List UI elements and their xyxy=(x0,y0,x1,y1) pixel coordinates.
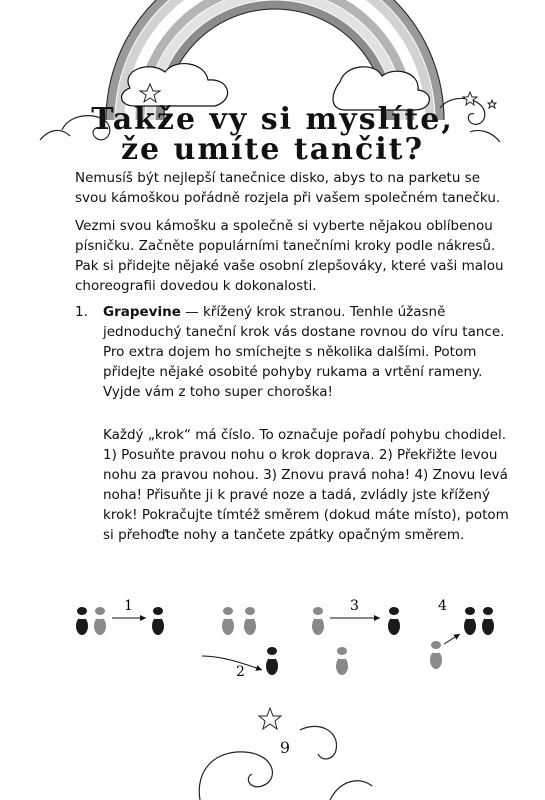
footprint-pair-start xyxy=(76,607,106,635)
page-title-line-2: že umíte tančit? xyxy=(120,132,425,167)
step-label: 3 xyxy=(350,598,359,614)
step-label: 1 xyxy=(124,598,133,614)
step-label: 2 xyxy=(236,664,245,680)
footsteps-diagram xyxy=(0,590,545,690)
intro-paragraph-1: Nemusíš být nejlepší tanečnice disko, abys to na parketu se svou kámoškou pořádně rozjela při vašem společném tanečku. xyxy=(75,170,501,206)
star-icon xyxy=(259,708,281,729)
list-item-instructions: Každý „krok“ má číslo. To označuje pořadí pohybu chodidel. 1) Posuňte pravou nohu o krok doprava. 2) Překřižte levou nohu za pravou nohou. 3) Znovu pravá noha! 4) Znovu levá noha! Přisuňte ji k pravé noze a tadá, zvládly jste křížený krok! Pokračujte tímtéž směrem (dokud máte místo), potom si přehoďte nohy a tančete zpátky opačným směrem. xyxy=(103,427,509,543)
intro-paragraph-2: Vezmi svou kámošku a společně si vyberte nějakou oblíbenou písničku. Začněte populárními tanečními kroky podle nákresů. Pak si přidejte nějaké vaše osobní zlepšováky, které vaši malou choreografii dovedou k dokonalosti. xyxy=(75,218,504,294)
footprint-pair-4 xyxy=(430,607,494,669)
footprint-pair-2 xyxy=(222,607,256,635)
page-number: 9 xyxy=(279,738,291,757)
footprint-step-3 xyxy=(388,607,400,635)
list-item-term: Grapevine xyxy=(103,304,181,320)
footprint-step-4 xyxy=(464,607,476,635)
list-item-dash: — xyxy=(180,304,203,320)
page-title-line-1: Takže vy si myslíte, xyxy=(91,102,454,137)
footprint-step-2 xyxy=(266,647,278,675)
footprint-pair-3 xyxy=(312,607,348,675)
list-number: 1. xyxy=(75,304,88,320)
list-item-text: křížený krok stranou. Tenhle úžasně jednoduchý taneční krok vás dostane rovnou do víru tance. Pro extra dojem ho smíchejte s několika dalšími. Potom přidejte nějaké osobité pohyby rukama a vrtění rameny. Vyjde vám z toho super choroška! xyxy=(103,304,505,400)
step-label: 4 xyxy=(438,598,447,614)
footprint-step-1 xyxy=(152,607,164,635)
list-item-description xyxy=(103,302,523,402)
